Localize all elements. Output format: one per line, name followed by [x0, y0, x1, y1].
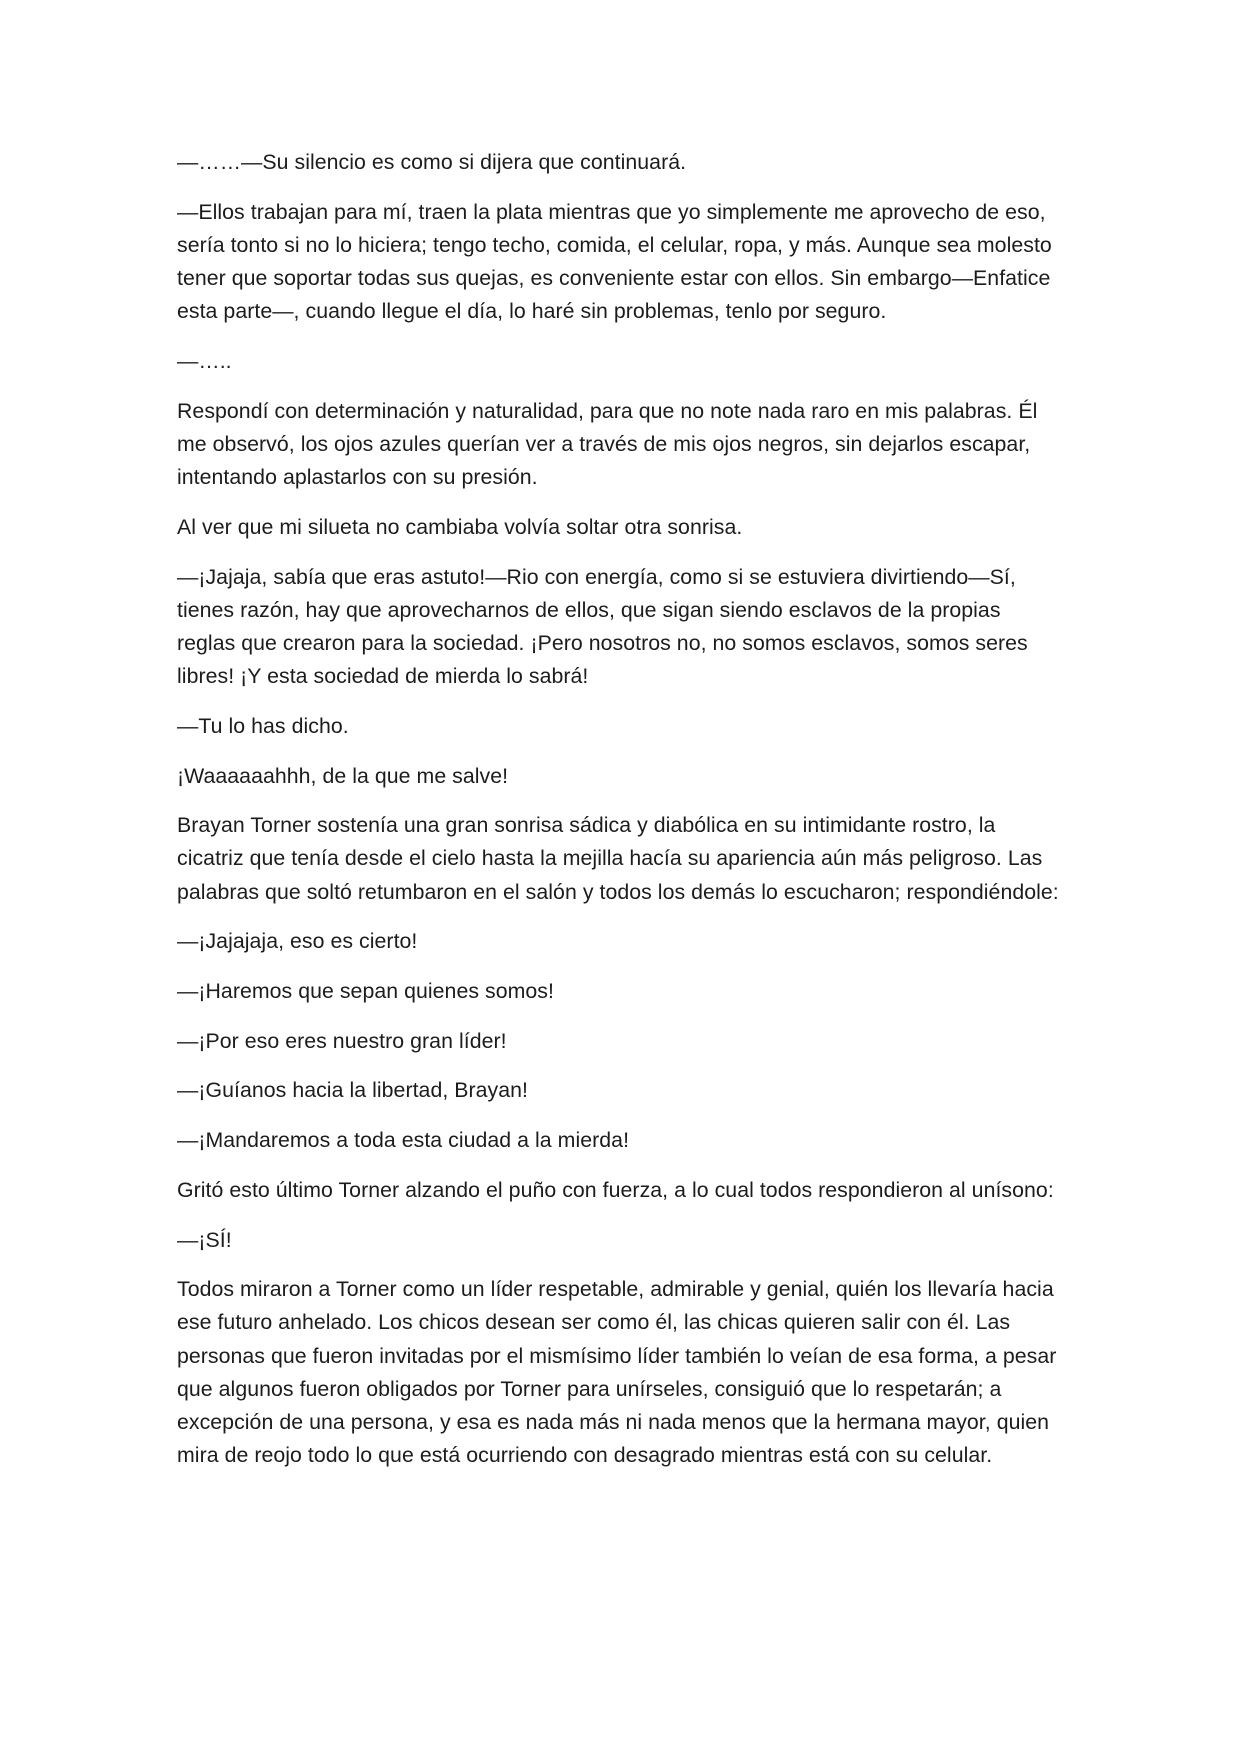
- paragraph: —¡Por eso eres nuestro gran líder!: [177, 1028, 507, 1053]
- paragraph: Brayan Torner sostenía una gran sonrisa sádica y diabólica en su intimidante rostro, la cicatriz que tenía desde el cielo hasta la mejilla hacía su apariencia aún más peligroso. Las palabras que soltó retumbaron en el salón y todos los demás lo escucharon; respondiéndole:: [177, 813, 1059, 904]
- paragraph: Gritó esto último Torner alzando el puño con fuerza, a lo cual todos respondieron al unísono:: [177, 1177, 1054, 1202]
- paragraph: Al ver que mi silueta no cambiaba volvía soltar otra sonrisa.: [177, 514, 743, 539]
- paragraph: —¡Mandaremos a toda esta ciudad a la mierda!: [177, 1128, 630, 1153]
- paragraph: —…..: [177, 349, 232, 374]
- paragraph: Todos miraron a Torner como un líder respetable, admirable y genial, quién los llevaría hacia ese futuro anhelado. Los chicos desean ser como él, las chicas quieren salir con él. Las personas que fueron invitadas por el mismísimo líder también lo veían de esa forma, a pesar que algunos fueron obligados por Torner para unírseles, consiguió que lo respetarán; a excepción de una persona, y esa es nada más ni nada menos que la hermana mayor, quien mira de reojo todo lo que está ocurriendo con desagrado mientras está con su celular.: [177, 1277, 1057, 1468]
- paragraph: —¡Haremos que sepan quienes somos!: [177, 979, 554, 1004]
- paragraph: —Ellos trabajan para mí, traen la plata mientras que yo simplemente me aprovecho de eso, sería tonto si no lo hiciera; tengo techo, comida, el celular, ropa, y más. Aunque sea molesto tener que soportar todas sus quejas, es conveniente estar con ellos. Sin embargo—Enfatice esta parte—, cuando llegue el día, lo haré sin problemas, tenlo por seguro.: [177, 199, 1052, 324]
- paragraph: —Tu lo has dicho.: [177, 713, 349, 738]
- paragraph: ¡Waaaaaahhh, de la que me salve!: [177, 763, 509, 788]
- paragraph: —……—Su silencio es como si dijera que continuará.: [177, 150, 687, 174]
- paragraph: —¡Jajaja, sabía que eras astuto!—Rio con energía, como si se estuviera divirtiendo—Sí, tienes razón, hay que aprovecharnos de ellos, que sigan siendo esclavos de la propias reglas que crearon para la sociedad. ¡Pero nosotros no, no somos esclavos, somos seres libres! ¡Y esta sociedad de mierda lo sabrá!: [177, 564, 1028, 689]
- paragraph: Respondí con determinación y naturalidad, para que no note nada raro en mis palabras. Él me observó, los ojos azules querían ver a través de mis ojos negros, sin dejarlos escapar, intentando aplastarlos con su presión.: [177, 398, 1038, 490]
- paragraph: —¡SÍ!: [177, 1227, 232, 1252]
- paragraph: —¡Jajajaja, eso es cierto!: [177, 929, 418, 954]
- paragraph: —¡Guíanos hacia la libertad, Brayan!: [177, 1078, 529, 1103]
